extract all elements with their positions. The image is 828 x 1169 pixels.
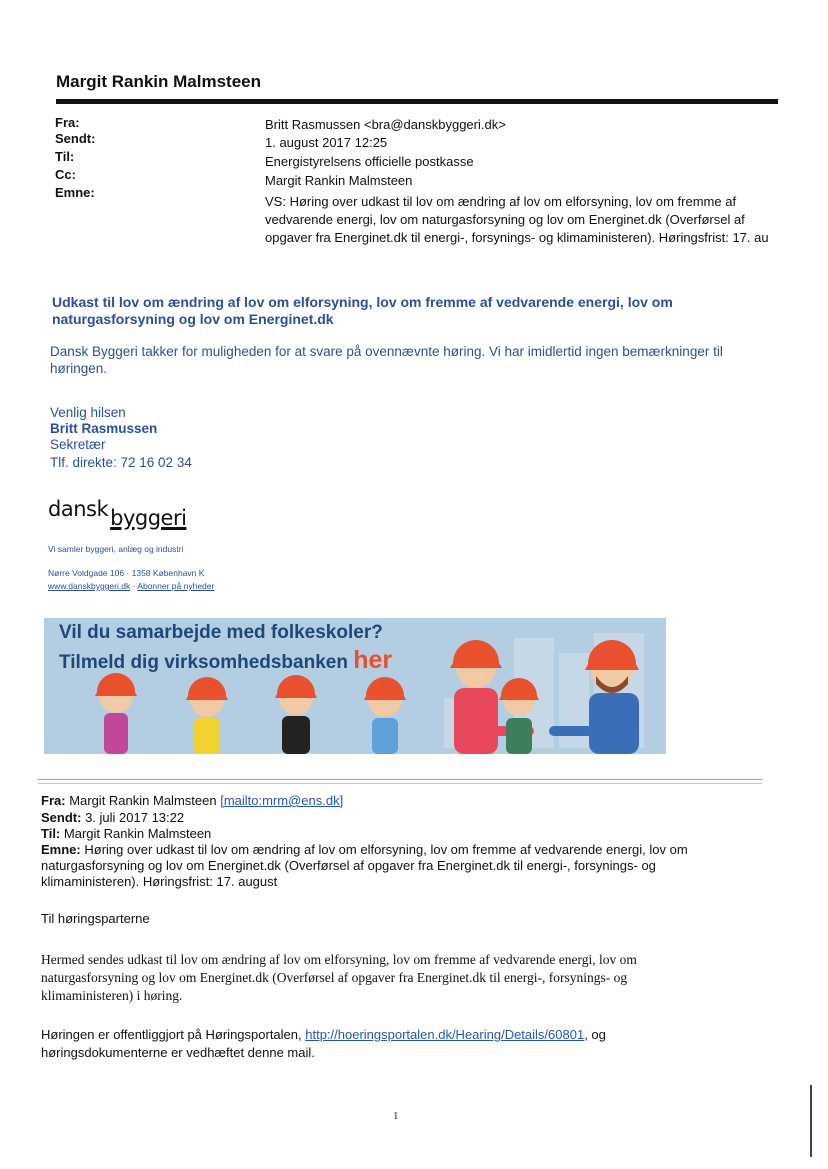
company-address: Nørre Voldgade 106 · 1358 København K: [48, 568, 205, 578]
dansk-byggeri-logo: [48, 497, 187, 530]
school-collaboration-banner[interactable]: [44, 618, 666, 754]
subject-value: VS: Høring over udkast til lov om ændring af lov om elforsyning, lov om fremme af vedvarende energi, lov om naturgasforsyning og lov om Energinet.dk (Overførsel af opgaver fra Energinet.dk til energi-, forsynings- og klimaministeren). Høringsfrist: 17. au: [265, 194, 769, 245]
original-sent-label: Sendt:: [41, 810, 82, 825]
banner-line-2-text: Tilmeld dig virksomhedsbanken: [59, 652, 348, 673]
original-from-name: Margit Rankin Malmsteen: [69, 793, 217, 808]
paragraph-2-text-start: Høringen er offentliggjort på Høringsportalen,: [41, 1027, 306, 1042]
company-links: [48, 581, 214, 591]
forward-divider: [38, 779, 762, 780]
scan-edge-line: [810, 1085, 812, 1157]
original-to-value: Margit Rankin Malmsteen: [63, 826, 212, 841]
links-separator: ·: [130, 581, 138, 591]
original-sent-value: 3. juli 2017 13:22: [85, 810, 185, 825]
salutation: Til høringsparterne: [41, 911, 150, 926]
header-divider: [56, 99, 778, 104]
original-subject-line: [41, 842, 741, 890]
original-from-label: Fra:: [41, 793, 66, 808]
sent-value: 1. august 2017 12:25: [265, 135, 388, 150]
page-number: 1: [393, 1110, 399, 1122]
signature-greeting: Venlig hilsen: [50, 405, 126, 420]
logo-text-dansk: dansk: [48, 497, 109, 521]
subscribe-link[interactable]: Abonner på nyheder: [137, 581, 215, 591]
child-figure-4: [364, 677, 406, 754]
from-value: Britt Rasmussen <bra@danskbyggeri.dk>: [265, 117, 506, 132]
website-link[interactable]: www.danskbyggeri.dk: [48, 581, 131, 591]
original-subject-label: Emne:: [41, 842, 81, 857]
original-from-line: [41, 793, 343, 809]
original-to-line: [41, 826, 211, 842]
signature-title: Sekretær: [50, 437, 106, 452]
subject-label: Emne:: [55, 185, 95, 200]
reply-body: Dansk Byggeri takker for muligheden for at svare på ovennævnte høring. Vi har imidlertid ingen bemærkninger til høringen.: [50, 344, 723, 376]
signature-phone: Tlf. direkte: 72 16 02 34: [50, 455, 192, 470]
original-sent-line: [41, 810, 184, 826]
sent-label: Sendt:: [55, 131, 96, 146]
to-value: Energistyrelsens officielle postkasse: [265, 154, 474, 169]
original-subject-value: Høring over udkast til lov om ændring af lov om elforsyning, lov om fremme af vedvarende energi, lov om naturgasforsyning og lov om Energinet.dk (Overførsel af opgaver fra Energinet.dk til energi-, forsynings- og klimaministeren). Høringsfrist: 17. august: [41, 842, 688, 889]
logo-text-byggeri: byggeri: [110, 506, 187, 530]
original-to-label: Til:: [41, 826, 61, 841]
signature-name: Britt Rasmussen: [50, 421, 158, 436]
child-figure-2: [186, 677, 228, 754]
paragraph-2-text-end: , og høringsdokumenterne er vedhæftet denne mail.: [41, 1027, 606, 1060]
original-paragraph-2: [41, 1026, 681, 1062]
forward-divider-secondary: [38, 783, 762, 784]
banner-illustration: [44, 618, 666, 754]
original-from-mailto-link[interactable]: [mailto:mrm@ens.dk]: [220, 793, 344, 808]
banner-highlight[interactable]: her: [353, 646, 393, 674]
child-figure-3: [275, 675, 317, 754]
to-label: Til:: [55, 149, 75, 164]
sender-name: Margit Rankin Malmsteen: [56, 72, 261, 91]
hoeringsportalen-link[interactable]: http://hoeringsportalen.dk/Hearing/Details/60801: [305, 1027, 585, 1042]
from-label: Fra:: [55, 115, 80, 130]
cc-label: Cc:: [55, 167, 76, 182]
child-figure-1: [95, 673, 137, 754]
company-tagline: Vi samler byggeri, anlæg og industri: [48, 544, 184, 554]
reply-headline: Udkast til lov om ændring af lov om elforsyning, lov om fremme af vedvarende energi, lov om naturgasforsyning og lov om Energinet.dk: [52, 294, 673, 327]
original-paragraph-1: Hermed sendes udkast til lov om ændring af lov om elforsyning, lov om fremme af vedvarende energi, lov om naturgasforsyning og lov om Energinet.dk (Overførsel af opgaver fra Energinet.dk til energi-, forsynings- og klimaministeren) i høring.: [41, 952, 637, 1003]
cc-value: Margit Rankin Malmsteen: [265, 173, 413, 188]
banner-line-1: Vil du samarbejde med folkeskoler?: [59, 622, 383, 643]
